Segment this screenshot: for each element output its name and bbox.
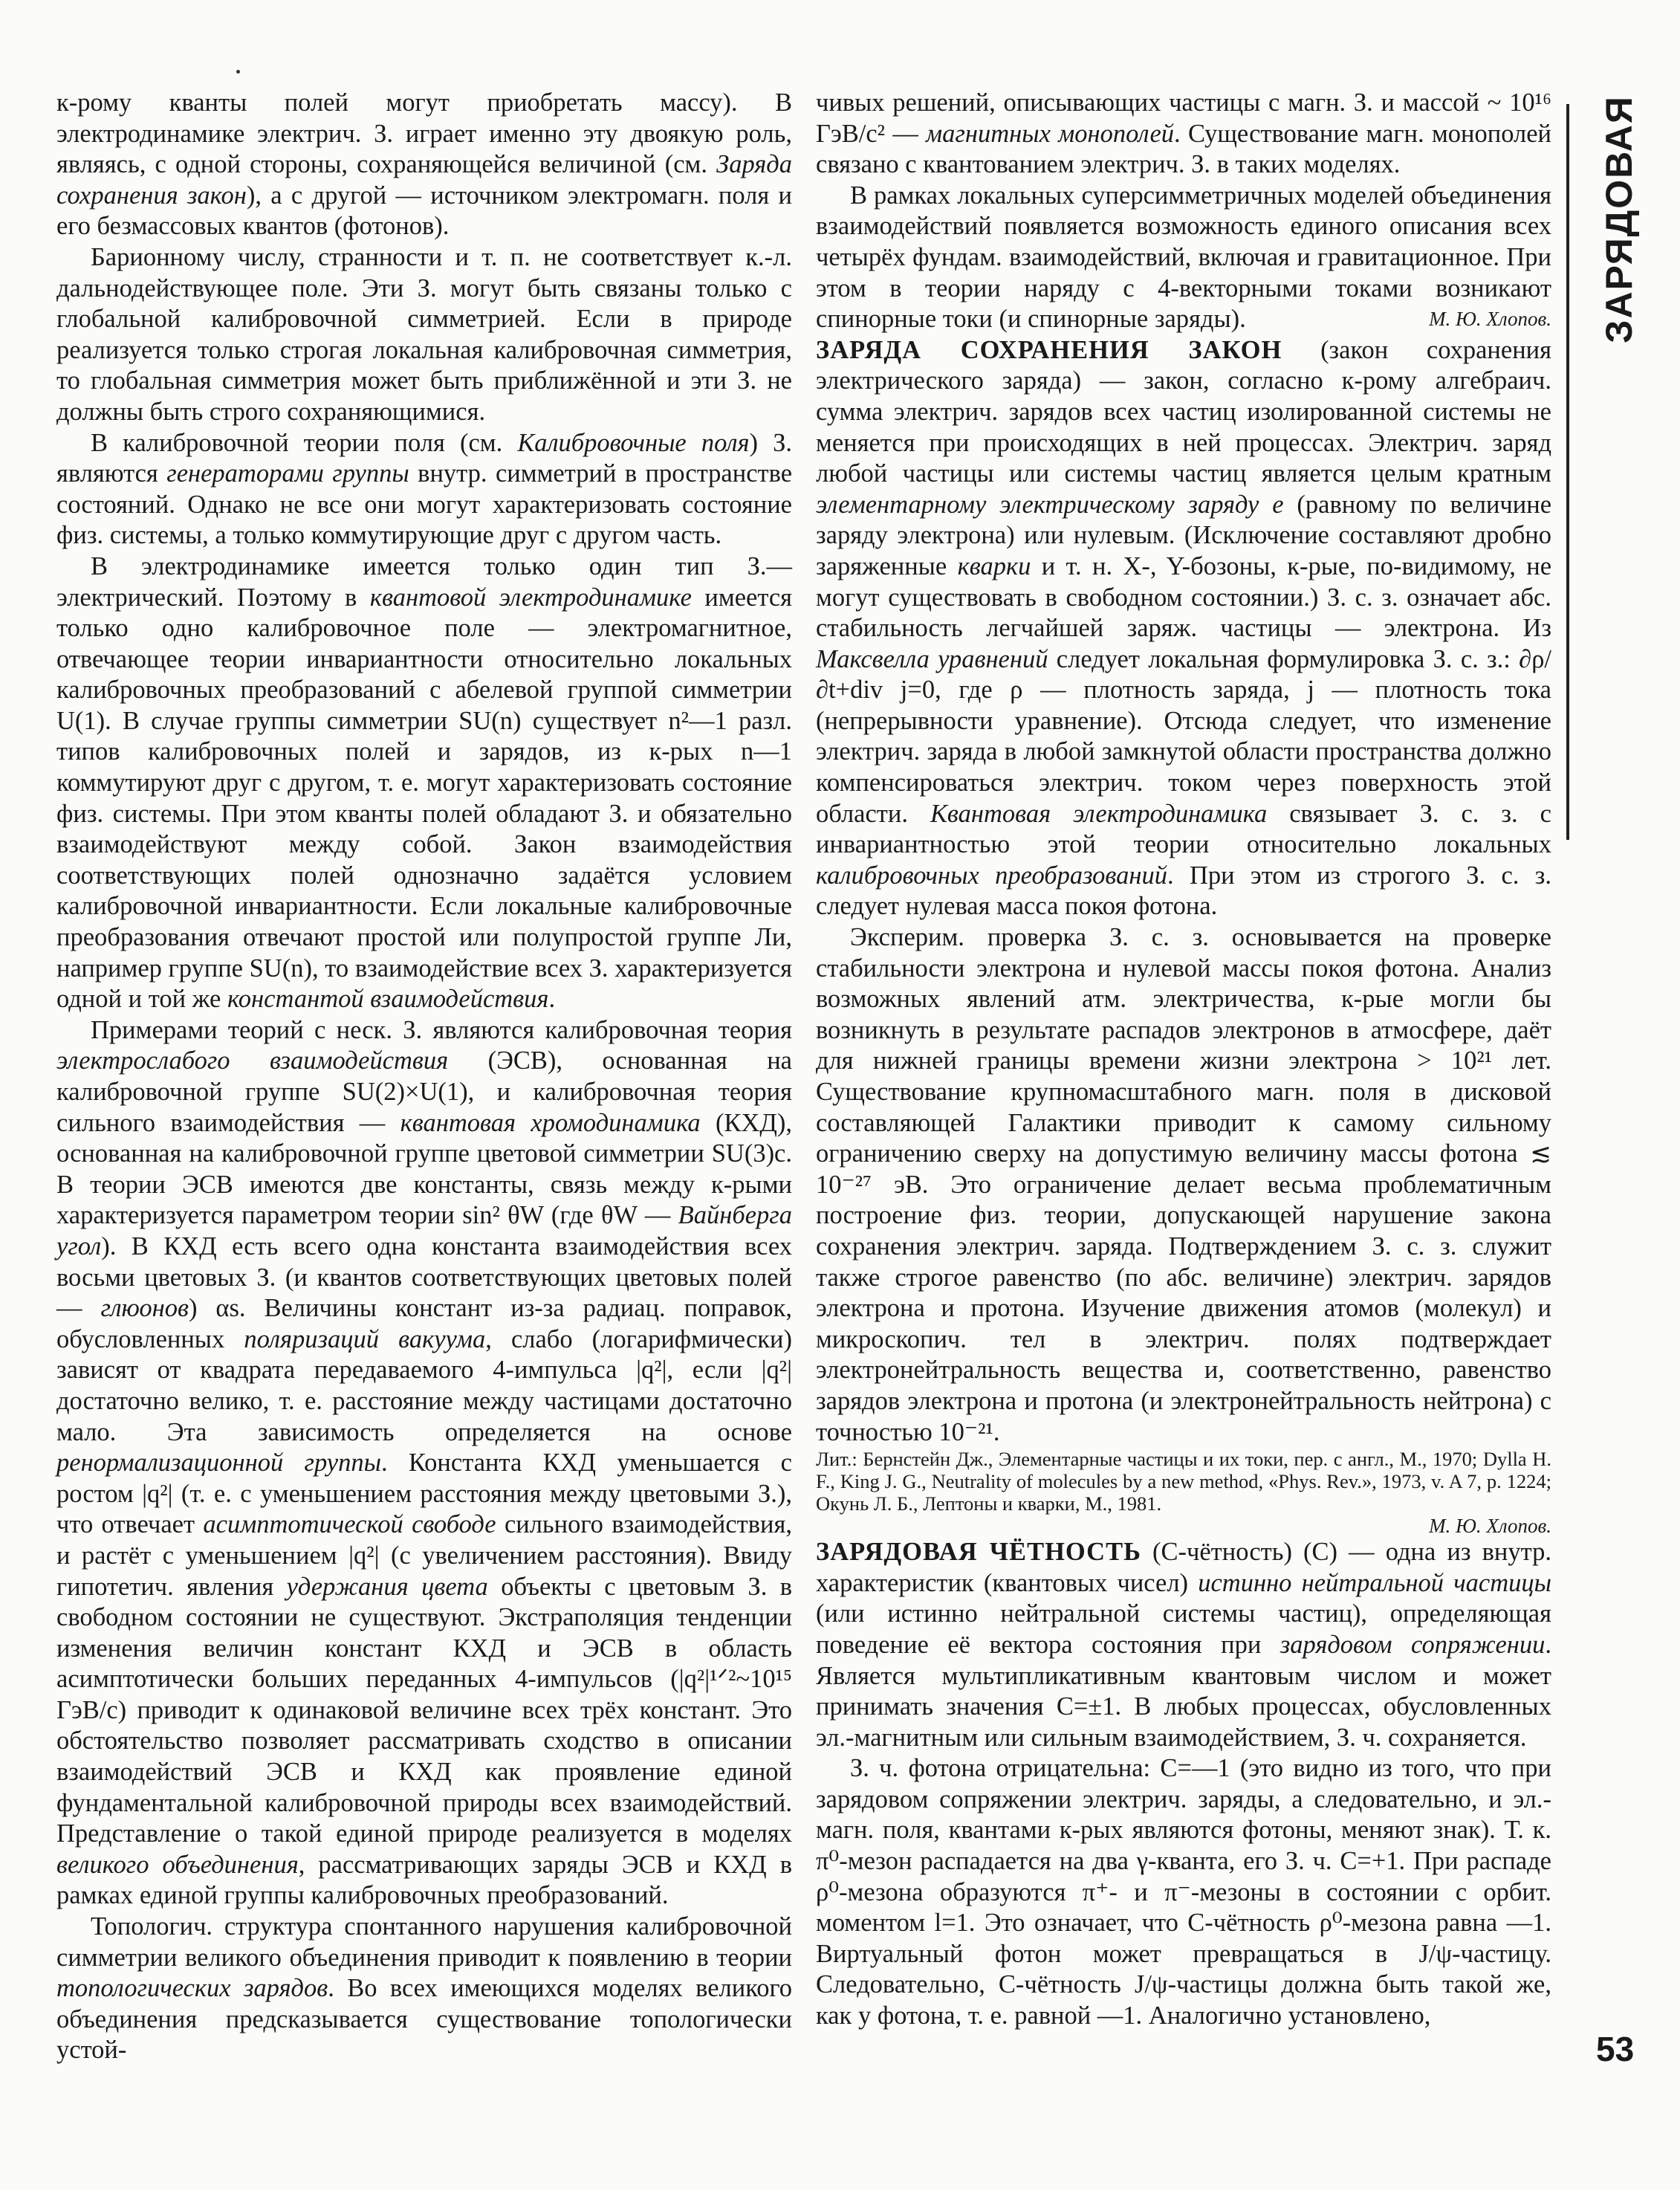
right-column	[816, 88, 1551, 2032]
running-head: ЗАРЯДОВАЯ	[1598, 95, 1640, 343]
paragraph: чивых решений, описывающих частицы с магн. З. и массой ~ 10¹⁶ ГэВ/c² — магнитных монополей. Существование магн. монополей связано с квантованием электрич. З. в таких моделях.	[816, 88, 1551, 179]
author-signature: М. Ю. Хлопов.	[1429, 1515, 1551, 1538]
author-signature: М. Ю. Хлопов.	[1429, 308, 1551, 331]
left-column	[56, 88, 792, 2066]
paragraph: В калибровочной теории поля (см. Калибровочные поля) З. являются генераторами группы внутр. симметрий в пространстве состояний. Однако не все они могут характеризовать состояние физ. системы, а только коммутирующие друг с другом часть.	[56, 428, 793, 550]
paragraph: Эксперим. проверка З. с. з. основывается на проверке стабильности электрона и нулевой массы покоя фотона. Анализ возможных явлений атм. электричества, к-рые могли бы возникнуть в результате распадов электронов в атмосфере, даёт для нижней границы времени жизни электрона > 10²¹ лет. Существование крупномасштабного магн. поля в дисковой составляющей Галактики приводит к самому сильному ограничению сверху на допустимую величину массы фотона ≲ 10⁻²⁷ эВ. Это ограничение делает весьма проблематичным построение физ. теории, допускающей нарушение закона сохранения электрич. заряда. Подтверждением З. с. з. служит также строгое равенство (по абс. величине) электрич. зарядов электрона и протона. Изучение движения атомов (молекул) и микроскопич. тел в электрич. полях подтверждает электронейтральность вещества и, соответственно, равенство зарядов электрона и протона (и электронейтральность нейтрона) с точностью 10⁻²¹.	[816, 923, 1551, 1446]
paragraph: В рамках локальных суперсимметричных моделей объединения взаимодействий появляется возможность единого описания всех четырёх фундам. взаимодействий, включая и гравитационное. При этом в теории наряду с 4-векторными токами возникают спинорные токи (и спинорные заряды). М. Ю. Хлопов.	[816, 181, 1551, 335]
paragraph: В электродинамике имеется только один тип З.— электрический. Поэтому в квантовой электродинамике имеется только одно калибровочное поле — электромагнитное, отвечающее теории инвариантности относительно локальных калибровочных преобразований с абелевой группой симметрии U(1). В случае группы симметрии SU(n) существует n²—1 разл. типов калибровочных полей и зарядов, из к-рых n—1 коммутируют друг с другом, т. е. могут характеризовать состояние физ. системы. При этом кванты полей обладают З. и обязательно взаимодействуют между собой. Закон взаимодействия соответствующих полей однозначно задаётся условием калибровочной инвариантности. Если локальные калибровочные преобразования отвечают простой или полупростой группе Ли, например группе SU(n), то взаимодействие всех З. характеризуется одной и той же константой взаимодействия.	[56, 551, 793, 1014]
paragraph: к-рому кванты полей могут приобретать массу). В электродинамике электрич. З. играет именно эту двоякую роль, являясь, с одной стороны, сохраняющейся величиной (см. Заряда сохранения закон), а с другой — источником электромагн. поля и его безмассовых квантов (фотонов).	[56, 88, 792, 241]
print-speck	[236, 70, 240, 74]
paragraph: З. ч. фотона отрицательна: C=—1 (это видно из того, что при зарядовом сопряжении электрич. заряды, а следовательно, и эл.-магн. поля, квантами к-рых являются фотоны, меняют знак). Т. к. π⁰-мезон распадается на два γ-кванта, его З. ч. C=+1. При распаде ρ⁰-мезона образуются π⁺- и π⁻-мезоны в состоянии с орбит. моментом l=1. Это означает, что C-чётность ρ⁰-мезона равна —1. Виртуальный фотон может превращаться в J/ψ-частицу. Следовательно, C-чётность J/ψ-частицы должна быть такой же, как у фотона, т. е. равной —1. Аналогично установлено,	[816, 1754, 1551, 2030]
paragraph: Барионному числу, странности и т. п. не соответствует к.-л. дальнодействующее поле. Эти З. могут быть связаны только с глобальной калибровочной симметрией. Если в природе реализуется только строгая локальная калибровочная симметрия, то глобальная симметрия может быть приближённой и эти З. не должны быть строго сохраняющимися.	[56, 242, 792, 426]
side-rule	[1566, 104, 1569, 840]
article-charge-conservation: ЗАРЯДА СОХРАНЕНИЯ ЗАКОН (закон сохранения электрического заряда) — закон, согласно к-рому алгебраич. сумма электрич. зарядов всех частиц изолированной системы не меняется при происходящих в ней процессах. Электрич. заряд любой частицы или системы частиц является целым кратным элементарному электрическому заряду e (равному по величине заряду электрона) или нулевым. (Исключение составляют дробно заряженные кварки и т. н. X-, Y-бозоны, к-рые, по-видимому, не могут существовать в свободном состоянии.) З. с. з. означает абс. стабильность легчайшей заряж. частицы — электрона. Из Максвелла уравнений следует локальная формулировка З. с. з.: ∂ρ/∂t+div j=0, где ρ — плотность заряда, j — плотность тока (непрерывности уравнение). Отсюда следует, что изменение электрич. заряда в любой замкнутой области пространства должно компенсироваться электрич. током через поверхность этой области. Квантовая электродинамика связывает З. с. з. с инвариантностью этой теории относительно локальных калибровочных преобразований. При этом из строгого З. с. з. следует нулевая масса покоя фотона.	[816, 335, 1552, 921]
paragraph: Примерами теорий с неск. З. являются калибровочная теория электрослабого взаимодействия (ЭСВ), основанная на калибровочной группе SU(2)×U(1), и калибровочная теория сильного взаимодействия — квантовая хромодинамика (КХД), основанная на калибровочной группе цветовой симметрии SU(3)c. В теории ЭСВ имеются две константы, связь между к-рыми характеризуется параметром теории sin² θW (где θW — Вайнберга угол). В КХД есть всего одна константа взаимодействия всех восьми цветовых З. (и квантов соответствующих цветовых полей — глюонов) αs. Величины констант из-за радиац. поправок, обусловленных поляризаций вакуума, слабо (логарифмически) зависят от квадрата передаваемого 4-импульса |q²|, если |q²| достаточно велико, т. е. расстояние между частицами достаточно мало. Эта зависимость определяется на основе ренормализационной группы. Константа КХД уменьшается с ростом |q²| (т. е. с уменьшением расстояния между цветовыми З.), что отвечает асимптотической свободе сильного взаимодействия, и растёт с уменьшением |q²| (с увеличением расстояния). Ввиду гипотетич. явления удержания цвета объекты с цветовым З. в свободном состоянии не существуют. Экстраполяция тенденции изменения величин констант КХД и ЭСВ в область асимптотически больших переданных 4-импульсов (|q²|¹ᐟ²~10¹⁵ ГэВ/c) приводит к одинаковой величине всех трёх констант. Это обстоятельство позволяет рассматривать сходство в описании взаимодействий ЭСВ и КХД как проявление единой фундаментальной калибровочной природы всех взаимодействий. Представление о такой единой природе реализуется в моделях великого объединения, рассматривающих заряды ЭСВ и КХД в рамках единой группы калибровочных преобразований.	[56, 1015, 793, 1910]
article-charge-parity: ЗАРЯДОВАЯ ЧЁТНОСТЬ (C-чётность) (C) — одна из внутр. характеристик (квантовых чисел) истинно нейтральной частицы (или истинно нейтральной системы частиц), определяющая поведение её вектора состояния при зарядовом сопряжении. Является мультипликативным квантовым числом и может принимать значения C=±1. В любых процессах, обусловленных эл.-магнитным или сильным взаимодействием, З. ч. сохраняется.	[816, 1538, 1552, 1752]
literature-references: Лит.: Бернстейн Дж., Элементарные частицы и их токи, пер. с англ., М., 1970; Dylla H. F., King J. G., Neutrality of molecules by a new method, «Phys. Rev.», 1973, v. A 7, p. 1224; Окунь Л. Б., Лептоны и кварки, М., 1981. М. Ю. Хлопов.	[816, 1448, 1551, 1538]
page-number: 53	[1596, 2030, 1635, 2068]
paragraph: Топологич. структура спонтанного нарушения калибровочной симметрии великого объединения приводит к появлению в теории топологических зарядов. Во всех имеющихся моделях великого объединения предсказывается существование топологически устой-	[56, 1912, 792, 2065]
article-heading: ЗАРЯДОВАЯ ЧЁТНОСТЬ	[816, 1538, 1141, 1567]
article-heading: ЗАРЯДА СОХРАНЕНИЯ ЗАКОН	[816, 335, 1282, 364]
